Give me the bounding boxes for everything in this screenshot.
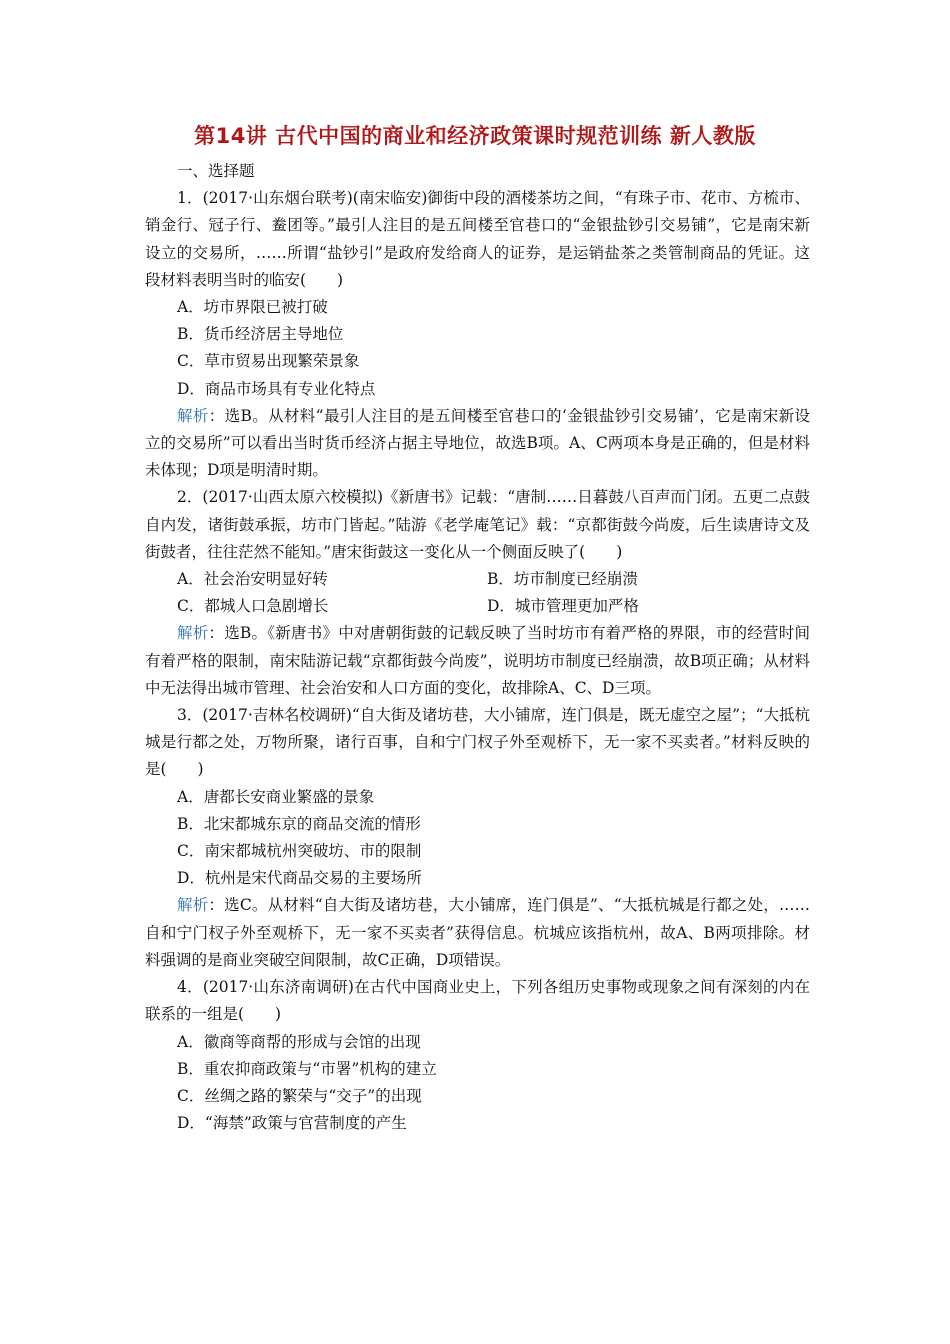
option-d: D．“海禁”政策与官营制度的产生 [177,1114,407,1133]
option-d: D．城市管理更加严格 [487,597,639,616]
option-row [145,593,810,620]
question-4 [145,974,810,1137]
option-b: B．北宋都城东京的商品交流的情形 [177,814,421,833]
option-row [145,566,810,593]
option-a: A．唐都长安商业繁盛的景象 [177,787,375,806]
option-b: B．重农抑商政策与“市署”机构的建立 [177,1059,437,1078]
option-a: A．坊市界限已被打破 [177,298,328,317]
question-2 [145,484,810,702]
page-title: 第14讲 古代中国的商业和经济政策课时规范训练 新人教版 [194,124,756,148]
option-b: B．坊市制度已经崩溃 [487,570,638,589]
explanation-label: 解析 [177,896,209,915]
option-c: C．草市贸易出现繁荣景象 [177,352,360,371]
question-3 [145,702,810,974]
question-stem: 1．(2017·山东烟台联考)(南宋临安)御街中段的酒楼茶坊之间，“有珠子市、花市、方梳市、销金行、冠子行、鲞团等。”最引人注目的是五间楼至官巷口的“金银盐钞引交易铺”，它是南宋新设立的交易所，……所谓“盐钞引”是政府发给商人的证券，是运销盐茶之类管制商品的凭证。这段材料表明当时的临安( ) [145,189,810,289]
option-c: C．都城人口急剧增长 [177,597,329,616]
section-heading: 一、选择题 [177,162,255,180]
explanation-label: 解析 [177,406,209,425]
option-c: C．丝绸之路的繁荣与“交子”的出现 [177,1086,422,1105]
question-stem: 2．(2017·山西太原六校模拟)《新唐书》记载：“唐制……日暮鼓八百声而门闭。五更二点鼓自内发，诸街鼓承振，坊市门皆起。”陆游《老学庵笔记》载：“京都街鼓今尚废，后生读唐诗文及街鼓者，往往茫然不能知。”唐宋街鼓这一变化从一个侧面反映了( ) [145,488,810,561]
explanation [145,892,810,974]
explanation-text: ：选B。《新唐书》中对唐朝街鼓的记载反映了当时坊市有着严格的界限，市的经营时间有着严格的限制，南宋陆游记载“京都街鼓今尚废”，说明坊市制度已经崩溃，故B项正确；从材料中无法得出城市管理、社会治安和人口方面的变化，故排除A、C、D三项。 [145,624,810,697]
option-b: B．货币经济居主导地位 [177,325,344,344]
option-a: A．社会治安明显好转 [177,570,328,589]
question-1 [145,185,810,484]
explanation [145,403,810,485]
question-stem: 4．(2017·山东济南调研)在古代中国商业史上，下列各组历史事物或现象之间有深刻的内在联系的一组是( ) [145,978,810,1024]
option-d: D．杭州是宋代商品交易的主要场所 [177,869,422,888]
option-d: D．商品市场具有专业化特点 [177,379,376,398]
explanation-text: ：选B。从材料“最引人注目的是五间楼至官巷口的‘金银盐钞引交易铺’，它是南宋新设立的交易所”可以看出当时货币经济占据主导地位，故选B项。A、C两项本身是正确的，但是材料未体现；D项是明清时期。 [145,406,810,480]
option-c: C．南宋都城杭州突破坊、市的限制 [177,842,422,861]
option-a: A．徽商等商帮的形成与会馆的出现 [177,1032,421,1051]
document-body [145,158,810,1137]
explanation-label: 解析 [177,624,209,643]
explanation-text: ：选C。从材料“自大街及诸坊巷，大小铺席，连门俱是”、“大抵杭城是行都之处，……自和宁门杈子外至观桥下，无一家不买卖者”获得信息。杭城应该指杭州，故A、B两项排除。材料强调的是商业突破空间限制，故C正确，D项错误。 [145,896,810,969]
explanation [145,620,810,702]
question-stem: 3．(2017·吉林名校调研)“自大街及诸坊巷，大小铺席，连门俱是，既无虚空之屋”；“大抵杭城是行都之处，万物所聚，诸行百事，自和宁门杈子外至观桥下，无一家不买卖者。”材料反映的是( ) [145,706,810,779]
